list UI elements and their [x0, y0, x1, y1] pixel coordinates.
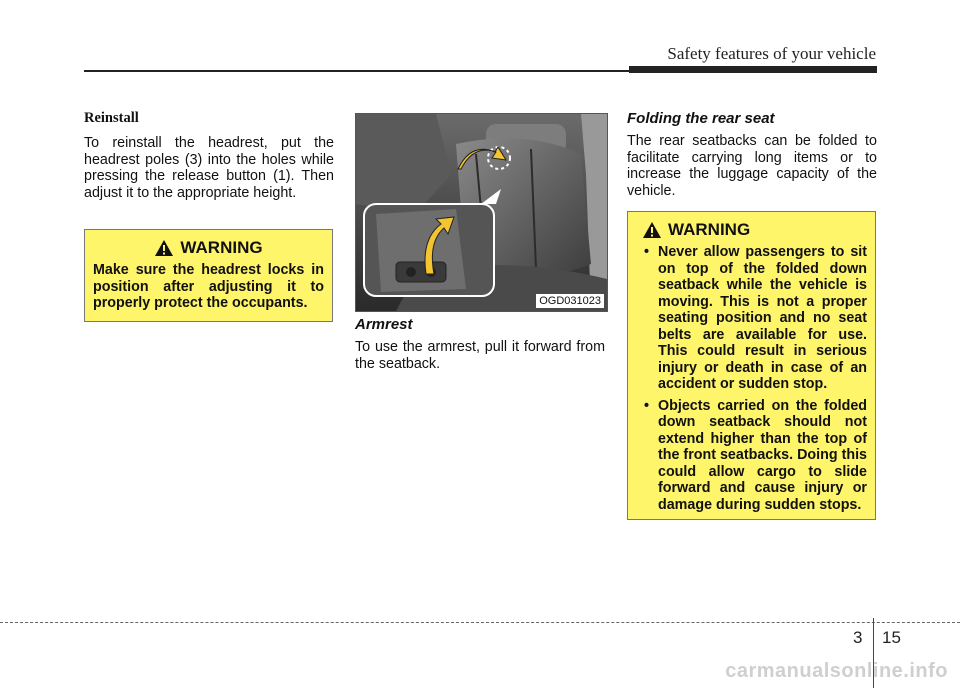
- warning-triangle-icon: [154, 239, 174, 257]
- folding-rear-seat-heading: Folding the rear seat: [627, 110, 775, 127]
- armrest-paragraph: To use the armrest, pull it forward from the seatback.: [355, 339, 605, 372]
- warning-header: [93, 238, 324, 258]
- warning-list-item: • Never allow passengers to sit on top of the folded down seatback while the vehicle is moving. This is not a proper seating position and no seat belts are available for use. This could result in serious injury or death in case of an accident or sudden stop.: [644, 244, 867, 392]
- middle-column-text: [355, 316, 605, 372]
- left-column: [84, 110, 334, 201]
- chapter-number: 3: [853, 628, 863, 647]
- warning-triangle-icon: [642, 221, 662, 239]
- armrest-heading: Armrest: [355, 316, 413, 333]
- page-number: 15: [882, 628, 901, 647]
- reinstall-heading: Reinstall: [84, 110, 139, 126]
- rear-seat-armrest-figure: [355, 113, 608, 312]
- warning-text: Make sure the headrest locks in position after adjusting it to properly protect the occupants.: [93, 262, 324, 311]
- bullet-icon: •: [644, 397, 650, 414]
- warning-header: [636, 220, 867, 240]
- reinstall-paragraph: To reinstall the headrest, put the headrest poles (3) into the holes while pressing the release button (1). Then adjust it to the appropriate height.: [84, 135, 334, 201]
- rear-seat-illustration: [356, 114, 607, 311]
- header-rule-thick: [629, 66, 877, 73]
- right-column: [627, 110, 877, 199]
- warning-title: WARNING: [668, 220, 751, 239]
- footer-rule: [0, 622, 960, 623]
- folding-rear-seat-paragraph: The rear seatbacks can be folded to facilitate carrying long items or to increase the luggage capacity of the vehicle.: [627, 133, 877, 199]
- watermark: carmanualsonline.info: [725, 660, 948, 682]
- figure-caption: OGD031023: [536, 294, 604, 308]
- folding-seat-warning-box: [627, 211, 876, 520]
- warning-title: WARNING: [180, 238, 263, 257]
- bullet-icon: •: [644, 244, 650, 260]
- section-header-title: Safety features of your vehicle: [667, 44, 876, 63]
- headrest-warning-box: [84, 229, 333, 322]
- header-rule-thin: [84, 70, 629, 72]
- warning-list-item: • Objects carried on the folded down seatback should not extend higher than the top of the front seatbacks. Doing this could allow cargo to slide forward and cause injury or damage during sudden stops.: [644, 397, 867, 513]
- warning-list: [636, 244, 867, 513]
